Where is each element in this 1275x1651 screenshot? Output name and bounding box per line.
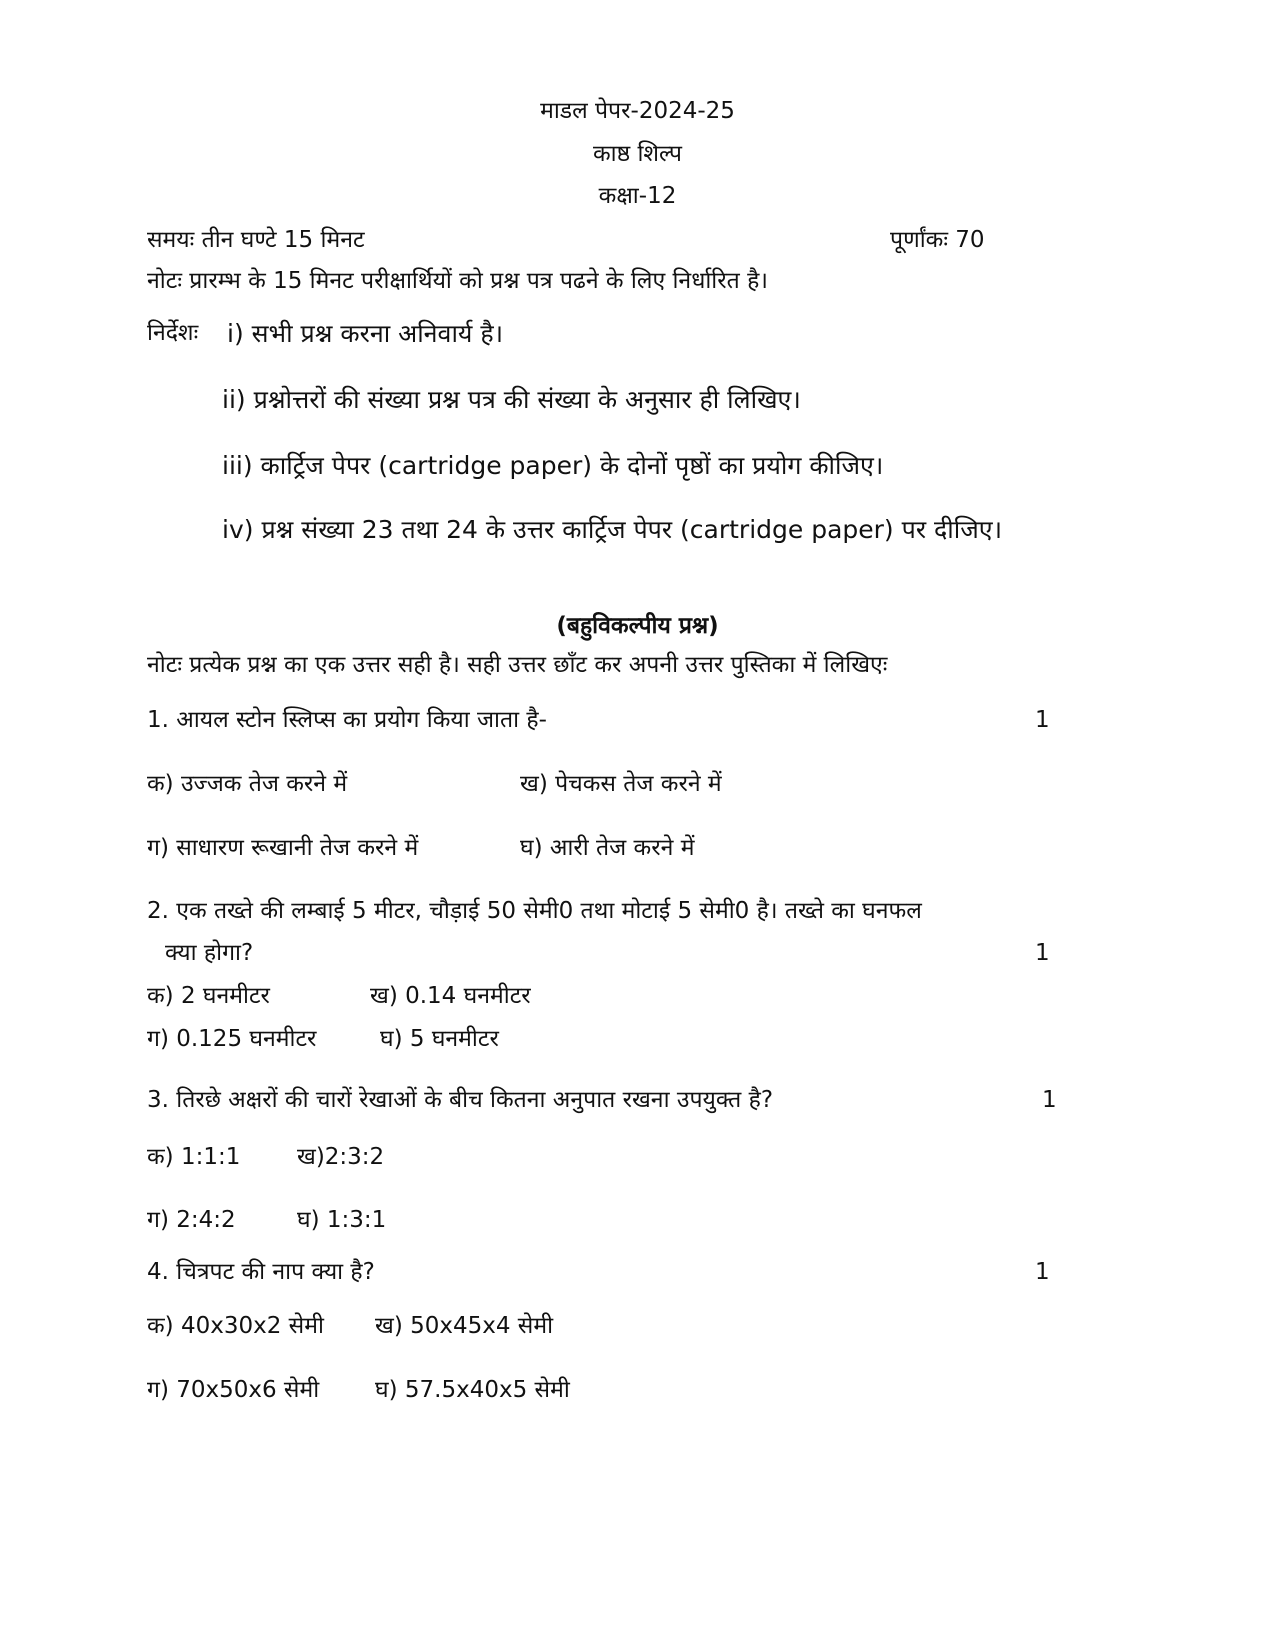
reading-time-note: नोटः प्रारम्भ के 15 मिनट परीक्षार्थियों को प्रश्न पत्र पढने के लिए निर्धारित है। [147,268,769,294]
option: घ) 1:3:1 [297,1207,387,1233]
instruction-item: i) सभी प्रश्न करना अनिवार्य है। [227,319,504,348]
class-title: कक्षा-12 [598,183,677,209]
section-note: नोटः प्रत्येक प्रश्न का एक उत्तर सही है। सही उत्तर छाँट कर अपनी उत्तर पुस्तिका में लिखिएः [147,652,888,678]
option: ग) 70x50x6 सेमी [147,1377,320,1403]
option: ख) 0.14 घनमीटर [370,983,531,1009]
option: घ) 5 घनमीटर [380,1026,499,1052]
question-marks: 1 [1035,707,1050,733]
option: घ) आरी तेज करने में [520,835,695,861]
question-text: 2. एक तख्ते की लम्बाई 5 मीटर, चौड़ाई 50 सेमी0 तथा मोटाई 5 सेमी0 है। तख्ते का घनफल [147,898,922,924]
option: क) उज्जक तेज करने में [147,771,348,797]
option: ग) 0.125 घनमीटर [147,1026,317,1052]
option: ख)2:3:2 [297,1144,385,1170]
instruction-item: iii) कार्ट्रिज पेपर (cartridge paper) के दोनों पृष्ठों का प्रयोग कीजिए। [222,451,884,480]
option: ग) साधारण रूखानी तेज करने में [147,835,419,861]
question-marks: 1 [1035,940,1050,966]
question-marks: 1 [1035,1259,1050,1285]
instructions-label: निर्देशः [147,320,199,346]
instruction-item: ii) प्रश्नोत्तरों की संख्या प्रश्न पत्र की संख्या के अनुसार ही लिखिए। [222,385,801,414]
question-marks: 1 [1042,1087,1057,1113]
question-text: 4. चित्रपट की नाप क्या है? [147,1259,375,1285]
option: क) 40x30x2 सेमी [147,1313,324,1339]
option: क) 2 घनमीटर [147,983,270,1009]
paper-title: माडल पेपर-2024-25 [540,98,735,124]
option: ख) 50x45x4 सेमी [375,1313,554,1339]
time-allowed: समयः तीन घण्टे 15 मिनट [147,227,365,253]
option: ग) 2:4:2 [147,1207,236,1233]
question-text-continued: क्या होगा? [165,940,254,966]
option: घ) 57.5x40x5 सेमी [375,1377,570,1403]
option: ख) पेचकस तेज करने में [520,771,722,797]
instruction-item: iv) प्रश्न संख्या 23 तथा 24 के उत्तर कार्ट्रिज पेपर (cartridge paper) पर दीजिए। [222,515,1003,544]
option: क) 1:1:1 [147,1144,241,1170]
max-marks: पूर्णांकः 70 [890,227,985,253]
question-text: 3. तिरछे अक्षरों की चारों रेखाओं के बीच कितना अनुपात रखना उपयुक्त है? [147,1087,774,1113]
question-text: 1. आयल स्टोन स्लिप्स का प्रयोग किया जाता है- [147,707,547,733]
subject-title: काष्ठ शिल्प [592,141,682,167]
section-heading: (बहुविकल्पीय प्रश्न) [556,613,719,639]
